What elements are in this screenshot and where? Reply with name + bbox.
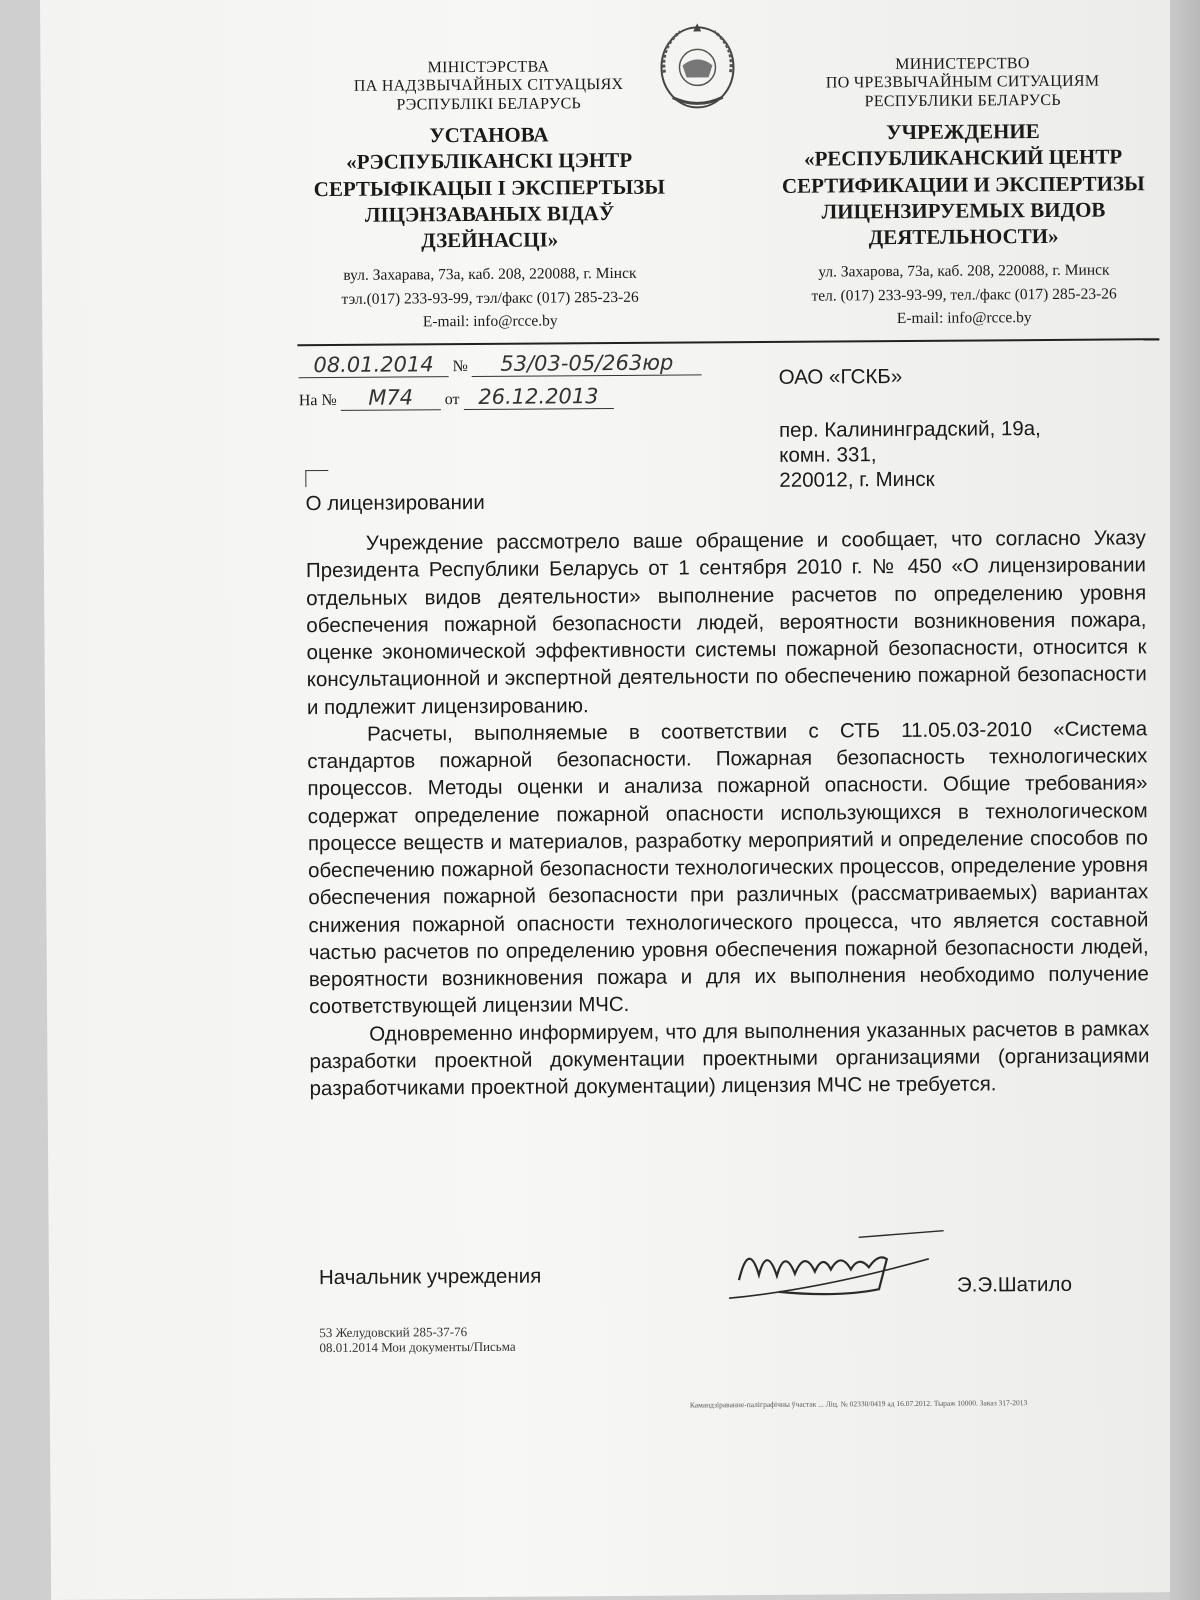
institution-line: ЛІЦЭНЗАВАНЫХ ВІДАЎ xyxy=(364,200,615,227)
ministry-line: МІНІСТЭРСТВА xyxy=(427,58,550,77)
executor-line: 53 Желудовский 285-37-76 xyxy=(319,1324,468,1341)
background-edge xyxy=(1170,0,1200,1600)
letter-subject: О лицензировании xyxy=(305,490,485,516)
phone-line: тэл.(017) 233-93-99, тэл/факс (017) 285-23-26 xyxy=(341,288,639,308)
reply-label: На № xyxy=(298,391,337,410)
subject-corner-mark xyxy=(305,470,328,487)
ministry-line: МИНИСТЕРСТВО xyxy=(895,55,1030,74)
number-label: № xyxy=(452,358,468,376)
recipient-address-line: 220012, г. Минск xyxy=(779,468,935,493)
recipient-address-line: пер. Калининградский, 19а, xyxy=(778,417,1041,442)
institution-line: ДЗЕЙНАСЦІ» xyxy=(421,227,559,253)
ministry-line: РЭСПУБЛІКІ БЕЛАРУСЬ xyxy=(396,95,582,114)
ministry-line: ПО ЧРЕЗВЫЧАЙНЫМ СИТУАЦИЯМ xyxy=(825,72,1100,92)
contact-block xyxy=(290,262,690,335)
handwritten-signature-icon xyxy=(719,1219,950,1316)
header-divider xyxy=(297,338,1159,346)
body-paragraph: Расчеты, выполняемые в соответствии с СТБ 11.05.03-2010 «Система стандартов пожарной безопасности. Пожарная безопасность технологических процессов. Методы оценки и анализа пожарной опасности. Общие требования» содержат определение пожарной опасности использующихся в технологическом процессе веществ и материалов, разработку мероприятий и определение способов по обеспечению пожарной безопасности технологических процессов, определение уровня обеспечения пожарной безопасности при различных (рассматриваемых) вариантах снижения пожарной опасности технологического процесса, что является составной частью расчетов по определению уровня обеспечения пожарной безопасности людей, вероятности возникновения пожара и для их выполнения необходимо получение соответствующей лицензии МЧС. xyxy=(307,717,1149,1019)
reply-number: М74 xyxy=(341,385,441,411)
file-path-line: 08.01.2014 Мои документы/Письма xyxy=(319,1338,516,1356)
recipient-address-line: комн. 331, xyxy=(779,443,877,468)
ministry-line: РЕСПУБЛИКИ БЕЛАРУСЬ xyxy=(864,91,1061,111)
body-paragraph: Одновременно информируем, что для выполнения указанных расчетов в рамках разработки проектной документации проектными организациями (организациями разработчиками проектной документации) лицензия МЧС не требуется. xyxy=(309,1016,1150,1101)
body-paragraph: Учреждение рассмотрело ваше обращение и сообщает, что согласно Указу Президента Республики Беларусь от 1 сентября 2010 г. № 450 «О лицензировании отдельных видов деятельности» выполнение расчетов по определению уровня обеспечения пожарной безопасности людей, вероятности возникновения пожара, оценке экономической эффективности системы пожарной безопасности, относится к консультационной и экспертной деятельности по обеспечению пожарной безопасности и подлежит лицензированию. xyxy=(305,526,1147,719)
outgoing-reference xyxy=(298,350,701,378)
outgoing-number: 53/03-05/263юр xyxy=(472,350,702,377)
institution-line: УСТАНОВА xyxy=(429,122,549,148)
reply-date: 26.12.2013 xyxy=(463,384,613,410)
institution-line: «РЭСПУБЛІКАНСКІ ЦЭНТР xyxy=(346,148,633,175)
institution-line: ДЕЯТЕЛЬНОСТИ» xyxy=(868,224,1059,250)
header-right xyxy=(762,54,1164,331)
executor-note xyxy=(319,1325,515,1356)
outgoing-date: 08.01.2014 xyxy=(298,352,448,378)
incoming-reference xyxy=(299,384,614,411)
institution-name xyxy=(289,121,690,255)
phone-line: тел. (017) 233-93-99, тел./факс (017) 285-23-26 xyxy=(811,285,1117,305)
institution-line: «РЕСПУБЛИКАНСКИЙ ЦЕНТР xyxy=(803,144,1123,172)
recipient-name: ОАО «ГСКБ» xyxy=(778,364,903,389)
address-line: вул. Захарава, 73а, каб. 208, 220088, г. Мінск xyxy=(343,265,637,285)
letter-body xyxy=(306,524,1150,1102)
address-line: ул. Захарова, 73а, каб. 208, 220088, г. Минск xyxy=(818,261,1110,281)
institution-line: СЕРТЫФІКАЦЫІ І ЭКСПЕРТЫЗЫ xyxy=(313,174,665,201)
email-line: E-mail: info@rcce.by xyxy=(896,309,1032,327)
institution-line: СЕРТИФИКАЦИИ И ЭКСПЕРТИЗЫ xyxy=(781,170,1145,198)
signatory-title: Начальник учреждения xyxy=(318,1264,542,1290)
institution-name xyxy=(763,117,1164,251)
from-label: от xyxy=(444,391,460,409)
header-left xyxy=(288,57,690,334)
ministry-line: ПА НАДЗВЫЧАЙНЫХ СІТУАЦЫЯХ xyxy=(353,76,624,96)
signatory-name: Э.Э.Шатило xyxy=(956,1272,1073,1297)
recipient-address xyxy=(779,416,1041,493)
institution-line: УЧРЕЖДЕНИЕ xyxy=(886,119,1040,145)
print-imprint: Камандзіраванне-паліграфічны ўчастак ... Ліц. № 02330/0419 ад 16.07.2012. Тыраж 10000. Заказ 317-2013 xyxy=(689,1398,1028,1410)
contact-block xyxy=(764,259,1164,332)
institution-line: ЛИЦЕНЗИРУЕМЫХ ВИДОВ xyxy=(821,197,1106,224)
email-line: E-mail: info@rcce.by xyxy=(422,312,558,331)
letter-sheet xyxy=(40,0,1186,1600)
